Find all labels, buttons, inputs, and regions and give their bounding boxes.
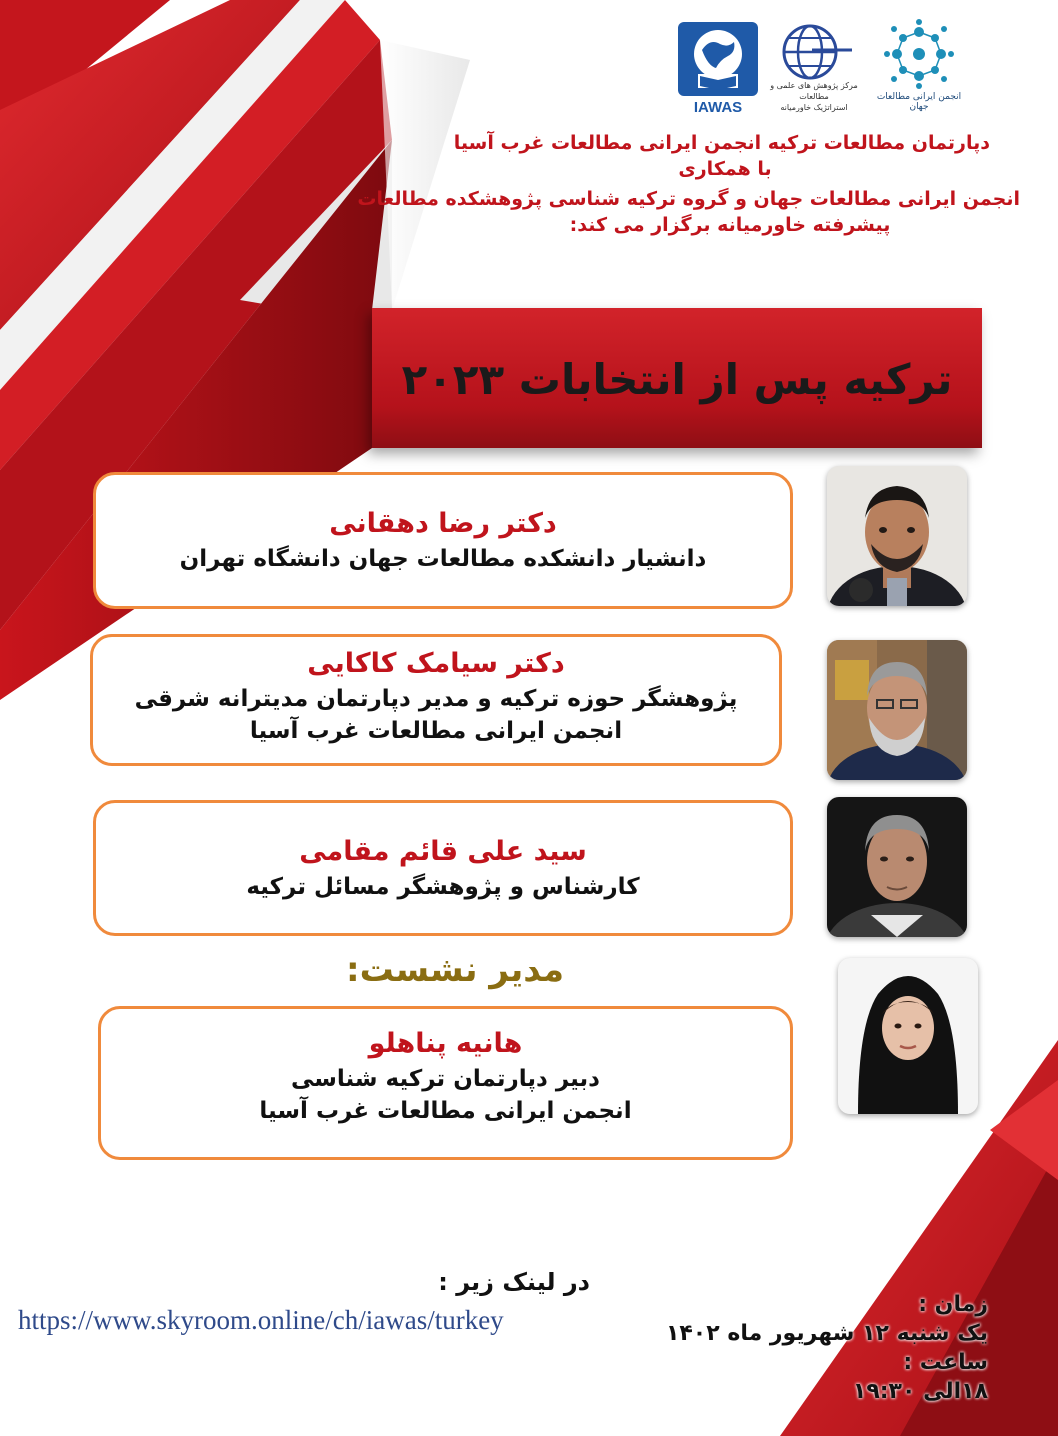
time-label: ساعت : (903, 1350, 988, 1375)
header-line-1: دپارتمان مطالعات ترکیه انجمن ایرانی مطالعات غرب آسیا (453, 132, 990, 154)
event-title: ترکیه پس از انتخابات ۲۰۲۳ (401, 355, 953, 404)
moderator-card (98, 1006, 793, 1160)
time-value: ۱۸الی ۱۹:۳۰ (852, 1379, 988, 1404)
header-line-3: انجمن ایرانی مطالعات جهان و گروه ترکیه شناسی پژوهشکده مطالعات (357, 188, 1020, 210)
speaker-card-3 (93, 800, 793, 936)
speaker-role-line-1: پژوهشگر حوزه ترکیه و مدیر دپارتمان مدیترانه شرقی (134, 686, 738, 712)
schedule-block (665, 1290, 988, 1406)
iawas-logo (676, 20, 760, 116)
moderator-name: هانیه پناهلو (368, 1028, 523, 1059)
moderator-role-line-1: دبیر دپارتمان ترکیه شناسی (291, 1066, 600, 1092)
speaker-card-2 (90, 634, 782, 766)
speaker-role-line-2: انجمن ایرانی مطالعات غرب آسیا (249, 718, 623, 744)
date-value: یک شنبه ۱۲ شهریور ماه ۱۴۰۲ (665, 1321, 988, 1346)
world-studies-society-logo (874, 18, 964, 118)
speaker-name: دکتر سیامک کاکایی (307, 648, 565, 679)
speaker-card-1 (93, 472, 793, 609)
world-studies-society-caption: انجمن ایرانی مطالعات جهان (876, 92, 962, 112)
speaker-photo-1 (827, 466, 967, 606)
moderator-role-line-2: انجمن ایرانی مطالعات غرب آسیا (259, 1098, 632, 1124)
header-line-2: با همکاری (678, 158, 772, 180)
research-center-caption: مرکز پژوهش های علمی و مطالعات استراتژیک خاورمیانه (770, 81, 858, 112)
moderator-label: مدیر نشست: (346, 950, 564, 990)
speaker-role: کارشناس و پژوهشگر مسائل ترکیه (246, 874, 640, 900)
link-label: در لینک زیر : (438, 1268, 590, 1296)
speaker-role: دانشیار دانشکده مطالعات جهان دانشگاه تهران (179, 546, 707, 572)
speaker-name: سید علی قائم مقامی (299, 836, 587, 867)
speaker-photo-3 (827, 797, 967, 937)
speaker-name: دکتر رضا دهقانی (329, 508, 557, 539)
header-line-4: پیشرفته خاورمیانه برگزار می کند: (569, 214, 891, 236)
speaker-photo-2 (827, 640, 967, 780)
research-center-logo (772, 18, 856, 118)
moderator-photo (838, 958, 978, 1114)
date-label: زمان : (918, 1292, 988, 1317)
iawas-logo-text: IAWAS (693, 99, 743, 116)
event-link[interactable]: https://www.skyroom.online/ch/iawas/turkey (18, 1305, 504, 1335)
